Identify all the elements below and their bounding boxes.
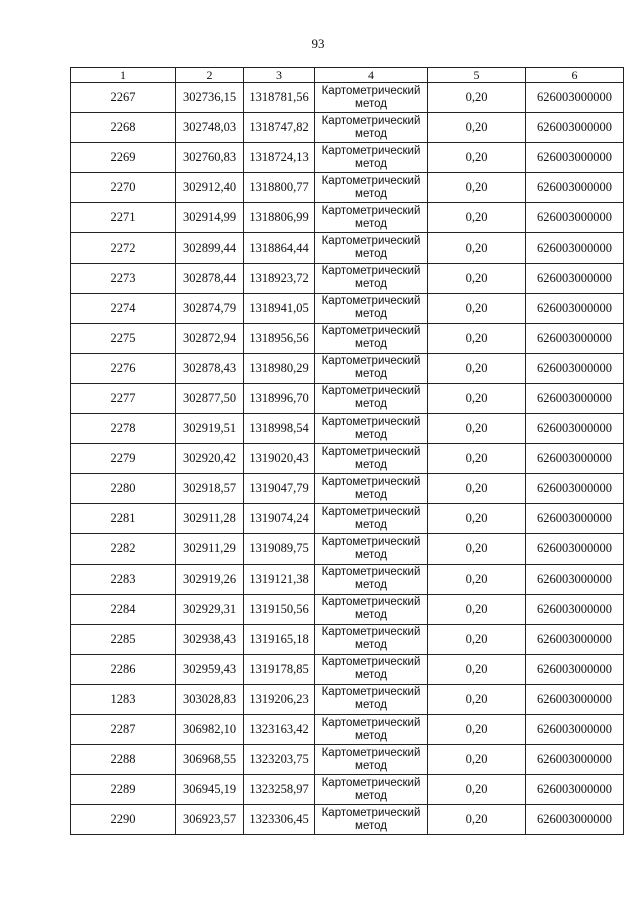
method-label-line1: Картометрический <box>321 265 421 278</box>
error-cell: 0,20 <box>428 534 526 564</box>
error-cell: 0,20 <box>428 233 526 263</box>
method-label-line1: Картометрический <box>321 385 421 398</box>
point-number-cell: 2273 <box>71 263 176 293</box>
method-cell <box>315 293 428 323</box>
y-coordinate-cell: 1323306,45 <box>244 805 315 835</box>
error-cell: 0,20 <box>428 564 526 594</box>
table-row <box>71 323 624 353</box>
error-cell: 0,20 <box>428 263 526 293</box>
code-cell: 626003000000 <box>526 414 624 444</box>
method-cell <box>315 534 428 564</box>
code-cell: 626003000000 <box>526 805 624 835</box>
point-number-cell: 2270 <box>71 173 176 203</box>
y-coordinate-cell: 1323163,42 <box>244 714 315 744</box>
x-coordinate-cell: 302736,15 <box>176 83 244 113</box>
x-coordinate-cell: 302918,57 <box>176 474 244 504</box>
method-label-line1: Картометрический <box>321 596 421 609</box>
method-label-line2: метод <box>355 217 387 230</box>
error-cell: 0,20 <box>428 594 526 624</box>
table-row <box>71 263 624 293</box>
error-cell: 0,20 <box>428 143 526 173</box>
code-cell: 626003000000 <box>526 383 624 413</box>
error-cell: 0,20 <box>428 113 526 143</box>
y-coordinate-cell: 1319047,79 <box>244 474 315 504</box>
x-coordinate-cell: 302760,83 <box>176 143 244 173</box>
method-cell <box>315 474 428 504</box>
point-number-cell: 2290 <box>71 805 176 835</box>
error-cell: 0,20 <box>428 654 526 684</box>
method-label-line2: метод <box>355 609 387 622</box>
code-cell: 626003000000 <box>526 745 624 775</box>
table-row <box>71 474 624 504</box>
method-label-line1: Картометрический <box>321 174 421 187</box>
y-coordinate-cell: 1318956,56 <box>244 323 315 353</box>
method-label-line1: Картометрический <box>321 84 421 97</box>
method-label-line2: метод <box>355 579 387 592</box>
method-label-line1: Картометрический <box>321 475 421 488</box>
method-label-line1: Картометрический <box>321 716 421 729</box>
code-cell: 626003000000 <box>526 113 624 143</box>
x-coordinate-cell: 302877,50 <box>176 383 244 413</box>
method-cell <box>315 504 428 534</box>
method-cell <box>315 353 428 383</box>
method-cell <box>315 113 428 143</box>
error-cell: 0,20 <box>428 714 526 744</box>
method-cell <box>315 805 428 835</box>
table-row <box>71 654 624 684</box>
table-row <box>71 83 624 113</box>
x-coordinate-cell: 302911,29 <box>176 534 244 564</box>
point-number-cell: 2282 <box>71 534 176 564</box>
method-label-line1: Картометрический <box>321 355 421 368</box>
method-label-line1: Картометрический <box>321 656 421 669</box>
y-coordinate-cell: 1318980,29 <box>244 353 315 383</box>
code-cell: 626003000000 <box>526 624 624 654</box>
point-number-cell: 2267 <box>71 83 176 113</box>
column-header: 5 <box>428 68 526 83</box>
method-label-line2: метод <box>355 187 387 200</box>
point-number-cell: 2278 <box>71 414 176 444</box>
method-label-line2: метод <box>355 759 387 772</box>
method-label-line2: метод <box>355 669 387 682</box>
x-coordinate-cell: 302878,43 <box>176 353 244 383</box>
x-coordinate-cell: 306982,10 <box>176 714 244 744</box>
method-cell <box>315 775 428 805</box>
method-label-line1: Картометрический <box>321 204 421 217</box>
x-coordinate-cell: 302748,03 <box>176 113 244 143</box>
y-coordinate-cell: 1318996,70 <box>244 383 315 413</box>
x-coordinate-cell: 302919,51 <box>176 414 244 444</box>
method-label-line2: метод <box>355 308 387 321</box>
method-label-line1: Картометрический <box>321 535 421 548</box>
point-number-cell: 2280 <box>71 474 176 504</box>
point-number-cell: 2288 <box>71 745 176 775</box>
x-coordinate-cell: 302911,28 <box>176 504 244 534</box>
x-coordinate-cell: 306945,19 <box>176 775 244 805</box>
method-label-line2: метод <box>355 428 387 441</box>
y-coordinate-cell: 1318998,54 <box>244 414 315 444</box>
point-number-cell: 2279 <box>71 444 176 474</box>
point-number-cell: 2276 <box>71 353 176 383</box>
table-row <box>71 143 624 173</box>
point-number-cell: 2287 <box>71 714 176 744</box>
method-cell <box>315 654 428 684</box>
point-number-cell: 2284 <box>71 594 176 624</box>
point-number-cell: 2269 <box>71 143 176 173</box>
method-cell <box>315 203 428 233</box>
y-coordinate-cell: 1319121,38 <box>244 564 315 594</box>
y-coordinate-cell: 1319178,85 <box>244 654 315 684</box>
method-label-line1: Картометрический <box>321 626 421 639</box>
method-cell <box>315 444 428 474</box>
code-cell: 626003000000 <box>526 353 624 383</box>
x-coordinate-cell: 302919,26 <box>176 564 244 594</box>
table-row <box>71 173 624 203</box>
table-row <box>71 203 624 233</box>
y-coordinate-cell: 1318781,56 <box>244 83 315 113</box>
point-number-cell: 1283 <box>71 684 176 714</box>
coordinates-table <box>70 67 624 835</box>
y-coordinate-cell: 1318724,13 <box>244 143 315 173</box>
method-label-line1: Картометрический <box>321 776 421 789</box>
method-label-line2: метод <box>355 127 387 140</box>
method-label-line2: метод <box>355 639 387 652</box>
error-cell: 0,20 <box>428 173 526 203</box>
x-coordinate-cell: 306923,57 <box>176 805 244 835</box>
column-header: 4 <box>315 68 428 83</box>
table-row <box>71 534 624 564</box>
y-coordinate-cell: 1323203,75 <box>244 745 315 775</box>
method-label-line1: Картометрический <box>321 114 421 127</box>
method-label-line2: метод <box>355 729 387 742</box>
code-cell: 626003000000 <box>526 594 624 624</box>
table-row <box>71 805 624 835</box>
table-row <box>71 383 624 413</box>
x-coordinate-cell: 306968,55 <box>176 745 244 775</box>
error-cell: 0,20 <box>428 293 526 323</box>
x-coordinate-cell: 302959,43 <box>176 654 244 684</box>
method-cell <box>315 173 428 203</box>
point-number-cell: 2277 <box>71 383 176 413</box>
method-label-line2: метод <box>355 548 387 561</box>
point-number-cell: 2289 <box>71 775 176 805</box>
method-label-line2: метод <box>355 518 387 531</box>
table-row <box>71 414 624 444</box>
code-cell: 626003000000 <box>526 714 624 744</box>
table-row <box>71 293 624 323</box>
table-row <box>71 444 624 474</box>
y-coordinate-cell: 1318800,77 <box>244 173 315 203</box>
y-coordinate-cell: 1323258,97 <box>244 775 315 805</box>
error-cell: 0,20 <box>428 353 526 383</box>
method-label-line1: Картометрический <box>321 505 421 518</box>
table-row <box>71 714 624 744</box>
error-cell: 0,20 <box>428 323 526 353</box>
error-cell: 0,20 <box>428 414 526 444</box>
table-row <box>71 113 624 143</box>
x-coordinate-cell: 302938,43 <box>176 624 244 654</box>
method-label-line2: метод <box>355 699 387 712</box>
method-cell <box>315 745 428 775</box>
y-coordinate-cell: 1318806,99 <box>244 203 315 233</box>
table-row <box>71 684 624 714</box>
column-header: 2 <box>176 68 244 83</box>
method-label-line2: метод <box>355 97 387 110</box>
x-coordinate-cell: 302912,40 <box>176 173 244 203</box>
table-row <box>71 594 624 624</box>
method-label-line2: метод <box>355 157 387 170</box>
code-cell: 626003000000 <box>526 233 624 263</box>
error-cell: 0,20 <box>428 203 526 233</box>
method-label-line1: Картометрический <box>321 445 421 458</box>
point-number-cell: 2286 <box>71 654 176 684</box>
method-label-line1: Картометрический <box>321 235 421 248</box>
x-coordinate-cell: 302899,44 <box>176 233 244 263</box>
method-cell <box>315 83 428 113</box>
code-cell: 626003000000 <box>526 293 624 323</box>
method-label-line1: Картометрический <box>321 295 421 308</box>
method-cell <box>315 564 428 594</box>
method-label-line2: метод <box>355 278 387 291</box>
column-header: 6 <box>526 68 624 83</box>
table-row <box>71 745 624 775</box>
method-cell <box>315 594 428 624</box>
point-number-cell: 2271 <box>71 203 176 233</box>
code-cell: 626003000000 <box>526 564 624 594</box>
point-number-cell: 2281 <box>71 504 176 534</box>
table-row <box>71 233 624 263</box>
y-coordinate-cell: 1318941,05 <box>244 293 315 323</box>
x-coordinate-cell: 302874,79 <box>176 293 244 323</box>
code-cell: 626003000000 <box>526 143 624 173</box>
error-cell: 0,20 <box>428 444 526 474</box>
x-coordinate-cell: 302878,44 <box>176 263 244 293</box>
table-body <box>71 83 624 835</box>
page-number: 93 <box>311 36 325 51</box>
error-cell: 0,20 <box>428 775 526 805</box>
code-cell: 626003000000 <box>526 654 624 684</box>
code-cell: 626003000000 <box>526 203 624 233</box>
point-number-cell: 2275 <box>71 323 176 353</box>
y-coordinate-cell: 1319206,23 <box>244 684 315 714</box>
code-cell: 626003000000 <box>526 173 624 203</box>
code-cell: 626003000000 <box>526 263 624 293</box>
error-cell: 0,20 <box>428 805 526 835</box>
method-cell <box>315 684 428 714</box>
method-label-line1: Картометрический <box>321 686 421 699</box>
y-coordinate-cell: 1319020,43 <box>244 444 315 474</box>
table-row <box>71 624 624 654</box>
method-label-line1: Картометрический <box>321 144 421 157</box>
column-header: 3 <box>244 68 315 83</box>
method-label-line1: Картометрический <box>321 806 421 819</box>
code-cell: 626003000000 <box>526 323 624 353</box>
y-coordinate-cell: 1319074,24 <box>244 504 315 534</box>
x-coordinate-cell: 302920,42 <box>176 444 244 474</box>
table-row <box>71 564 624 594</box>
error-cell: 0,20 <box>428 383 526 413</box>
method-cell <box>315 143 428 173</box>
method-cell <box>315 263 428 293</box>
x-coordinate-cell: 303028,83 <box>176 684 244 714</box>
code-cell: 626003000000 <box>526 474 624 504</box>
y-coordinate-cell: 1318923,72 <box>244 263 315 293</box>
table-header-row <box>71 68 624 83</box>
point-number-cell: 2272 <box>71 233 176 263</box>
method-label-line1: Картометрический <box>321 325 421 338</box>
code-cell: 626003000000 <box>526 775 624 805</box>
code-cell: 626003000000 <box>526 504 624 534</box>
x-coordinate-cell: 302929,31 <box>176 594 244 624</box>
point-number-cell: 2285 <box>71 624 176 654</box>
method-label-line1: Картометрический <box>321 566 421 579</box>
method-cell <box>315 624 428 654</box>
x-coordinate-cell: 302872,94 <box>176 323 244 353</box>
y-coordinate-cell: 1318864,44 <box>244 233 315 263</box>
method-label-line2: метод <box>355 789 387 802</box>
y-coordinate-cell: 1319150,56 <box>244 594 315 624</box>
x-coordinate-cell: 302914,99 <box>176 203 244 233</box>
method-label-line2: метод <box>355 488 387 501</box>
method-cell <box>315 233 428 263</box>
point-number-cell: 2283 <box>71 564 176 594</box>
code-cell: 626003000000 <box>526 684 624 714</box>
method-label-line2: метод <box>355 338 387 351</box>
code-cell: 626003000000 <box>526 534 624 564</box>
method-cell <box>315 414 428 444</box>
method-cell <box>315 714 428 744</box>
error-cell: 0,20 <box>428 504 526 534</box>
code-cell: 626003000000 <box>526 444 624 474</box>
method-label-line2: метод <box>355 248 387 261</box>
error-cell: 0,20 <box>428 624 526 654</box>
error-cell: 0,20 <box>428 474 526 504</box>
method-label-line2: метод <box>355 368 387 381</box>
point-number-cell: 2274 <box>71 293 176 323</box>
error-cell: 0,20 <box>428 83 526 113</box>
code-cell: 626003000000 <box>526 83 624 113</box>
method-cell <box>315 383 428 413</box>
table-row <box>71 775 624 805</box>
method-label-line1: Картометрический <box>321 746 421 759</box>
method-label-line1: Картометрический <box>321 415 421 428</box>
y-coordinate-cell: 1319165,18 <box>244 624 315 654</box>
y-coordinate-cell: 1319089,75 <box>244 534 315 564</box>
method-label-line2: метод <box>355 819 387 832</box>
error-cell: 0,20 <box>428 745 526 775</box>
column-header: 1 <box>71 68 176 83</box>
method-cell <box>315 323 428 353</box>
point-number-cell: 2268 <box>71 113 176 143</box>
method-label-line2: метод <box>355 398 387 411</box>
table-row <box>71 353 624 383</box>
table-row <box>71 504 624 534</box>
y-coordinate-cell: 1318747,82 <box>244 113 315 143</box>
error-cell: 0,20 <box>428 684 526 714</box>
method-label-line2: метод <box>355 458 387 471</box>
